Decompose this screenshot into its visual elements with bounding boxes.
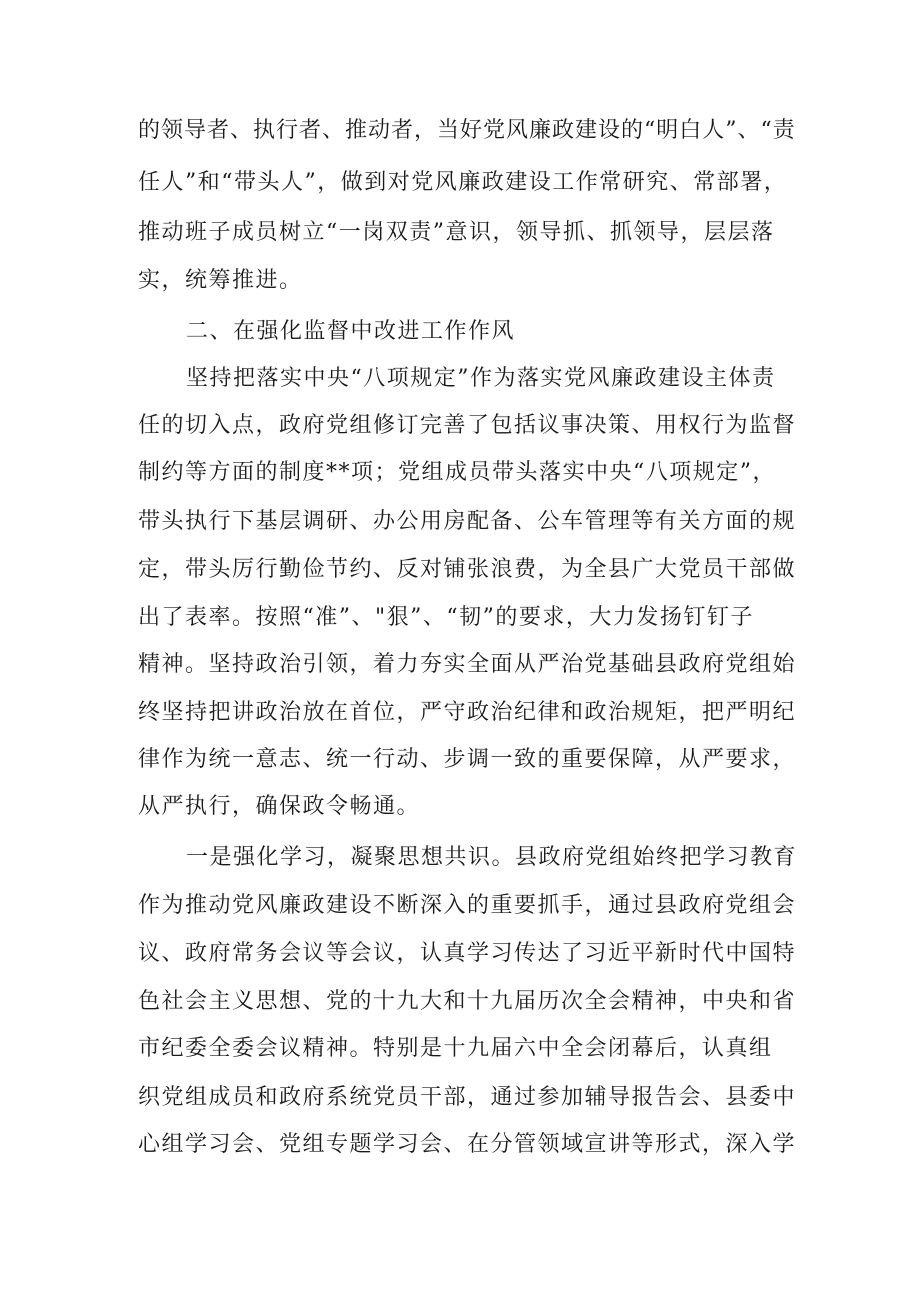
paragraph-line: 任人”和“带头人”，做到对党风廉政建设工作常研究、常部署， [138, 170, 788, 195]
paragraph-line: 市纪委全委会议精神。特别是十九届六中全会闭幕后，认真组 [138, 1036, 773, 1061]
paragraph-line: 从严执行，确保政令畅通。 [138, 794, 421, 819]
paragraph-line: 作为推动党风廉政建设不断深入的重要抓手，通过县政府党组会 [138, 893, 797, 918]
paragraph-line: 议、政府常务会议等会议，认真学习传达了习近平新时代中国特 [138, 941, 797, 966]
paragraph-line: 色社会主义思想、党的十九大和十九届历次全会精神，中央和省 [138, 989, 797, 1014]
paragraph-line: 心组学习会、党组专题学习会、在分管领域宣讲等形式，深入学 [138, 1132, 797, 1157]
paragraph-line: 推动班子成员树立“一岗双责”意识，领导抓、抓领导，层层落 [138, 220, 775, 245]
paragraph-line: 出了表率。按照“准”、"狠”、“韧”的要求，大力发扬钉钉子 [138, 605, 754, 630]
paragraph-line: 带头执行下基层调研、办公用房配备、公车管理等有关方面的规 [138, 509, 797, 534]
paragraph-line: 织党组成员和政府系统党员干部，通过参加辅导报告会、县委中 [138, 1085, 797, 1110]
paragraph-line: 一是强化学习，凝聚思想共识。县政府党组始终把学习教育 [186, 845, 798, 870]
paragraph-line: 精神。坚持政治引领，着力夯实全面从严治党基础县政府党组始 [138, 652, 797, 677]
paragraph-line: 律作为统一意志、统一行动、步调一致的重要保障，从严要求， [138, 747, 797, 772]
paragraph-line: 终坚持把讲政治放在首位，严守政治纪律和政治规矩，把严明纪 [138, 700, 797, 725]
paragraph-line: 的领导者、执行者、推动者，当好党风廉政建设的“明白人”、“责 [138, 118, 796, 143]
paragraph-line: 坚持把落实中央“八项规定”作为落实党风廉政建设主体责 [186, 366, 776, 391]
paragraph-line: 任的切入点，政府党组修订完善了包括议事决策、用权行为监督 [138, 413, 797, 438]
paragraph-line: 实，统筹推进。 [138, 268, 303, 293]
paragraph-line: 制约等方面的制度**项；党组成员带头落实中央“八项规定”， [138, 460, 776, 485]
paragraph-line: 定，带头厉行勤俭节约、反对铺张浪费，为全县广大党员干部做 [138, 557, 797, 582]
section-heading: 二、在强化监督中改进工作作风 [186, 319, 516, 344]
